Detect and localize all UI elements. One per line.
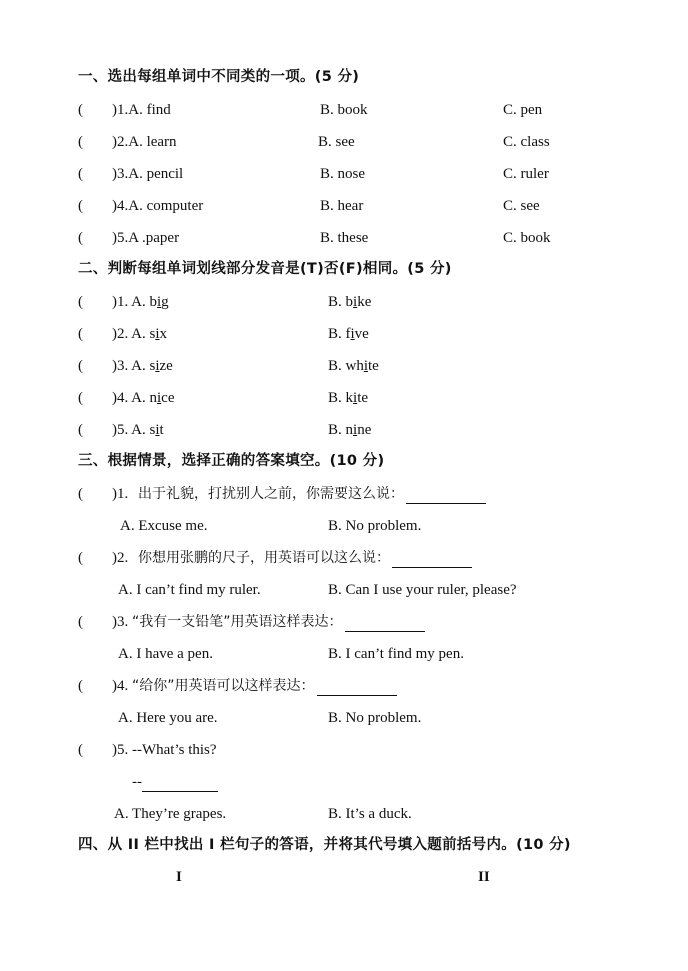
answer-line: --	[132, 772, 218, 792]
question-number: )1. A. big	[112, 294, 169, 310]
choice-b: B. No problem.	[328, 710, 422, 726]
section-2-title: 二、判断每组单词划线部分发音是(T)否(F)相同。(5 分)	[78, 261, 452, 277]
word-option-b: B. five	[328, 326, 369, 342]
question-text: 你想用张鹏的尺子，用英语可以这么说：	[138, 548, 472, 568]
column-header-ii: II	[478, 869, 490, 885]
word-option-b: B. bike	[328, 294, 372, 310]
word-option-b: B. white	[328, 358, 379, 374]
answer-paren[interactable]: (	[78, 678, 83, 694]
question-number: )2.	[112, 550, 129, 566]
question-option-a: )5.A .paper	[112, 230, 180, 246]
question-number: )3.	[112, 614, 129, 630]
question-number: )4. A. nice	[112, 390, 175, 406]
question-text: )5. --What’s this?	[112, 742, 217, 758]
question-text: “给你”用英语可以这样表达：	[132, 676, 397, 696]
answer-paren[interactable]: (	[78, 742, 83, 758]
choice-a: A. I have a pen.	[118, 646, 213, 662]
question-option-c: C. ruler	[503, 166, 549, 182]
answer-blank[interactable]	[406, 489, 486, 504]
question-option-b: B. hear	[320, 198, 364, 214]
question-option-c: C. see	[503, 198, 540, 214]
answer-paren[interactable]: (	[78, 230, 83, 246]
question-option-b: B. nose	[320, 166, 365, 182]
answer-paren[interactable]: (	[78, 614, 83, 630]
question-option-b: B. book	[320, 102, 368, 118]
answer-paren[interactable]: (	[78, 102, 83, 118]
question-option-a: )4.A. computer	[112, 198, 204, 214]
word-option-b: B. nine	[328, 422, 372, 438]
question-option-c: C. class	[503, 134, 550, 150]
answer-paren[interactable]: (	[78, 294, 83, 310]
choice-a: A. Excuse me.	[120, 518, 208, 534]
answer-paren[interactable]: (	[78, 550, 83, 566]
word-option-b: B. kite	[328, 390, 369, 406]
section-1-title: 一、选出每组单词中不同类的一项。(5 分)	[78, 69, 360, 85]
section-4-title: 四、从 II 栏中找出 I 栏句子的答语，并将其代号填入题前括号内。(10 分)	[78, 837, 571, 853]
question-option-a: )1.A. find	[112, 102, 171, 118]
answer-paren[interactable]: (	[78, 198, 83, 214]
choice-a: A. Here you are.	[118, 710, 218, 726]
question-option-b: B. these	[320, 230, 369, 246]
column-header-i: I	[176, 869, 182, 885]
answer-blank[interactable]	[317, 681, 397, 696]
answer-blank[interactable]	[345, 617, 425, 632]
question-number: )4.	[112, 678, 129, 694]
choice-a: A. I can’t find my ruler.	[118, 582, 261, 598]
choice-a: A. They’re grapes.	[114, 806, 227, 822]
choice-b: B. It’s a duck.	[328, 806, 412, 822]
question-number: )3. A. size	[112, 358, 173, 374]
answer-paren[interactable]: (	[78, 390, 83, 406]
question-option-c: C. pen	[503, 102, 543, 118]
question-option-c: C. book	[503, 230, 551, 246]
question-option-a: )2.A. learn	[112, 134, 177, 150]
answer-paren[interactable]: (	[78, 422, 83, 438]
answer-paren[interactable]: (	[78, 326, 83, 342]
question-option-b: B. see	[318, 134, 355, 150]
choice-b: B. I can’t find my pen.	[328, 646, 464, 662]
answer-paren[interactable]: (	[78, 134, 83, 150]
section-3-title: 三、根据情景，选择正确的答案填空。(10 分)	[78, 453, 385, 469]
question-number: )5. A. sit	[112, 422, 164, 438]
question-number: )1.	[112, 486, 129, 502]
question-option-a: )3.A. pencil	[112, 166, 184, 182]
choice-b: B. Can I use your ruler, please?	[328, 582, 517, 598]
question-number: )2. A. six	[112, 326, 168, 342]
answer-paren[interactable]: (	[78, 358, 83, 374]
question-text: “我有一支铅笔”用英语这样表达：	[132, 612, 425, 632]
choice-b: B. No problem.	[328, 518, 422, 534]
answer-paren[interactable]: (	[78, 486, 83, 502]
question-text: 出于礼貌，打扰别人之前，你需要这么说：	[138, 484, 486, 504]
answer-blank[interactable]	[392, 553, 472, 568]
answer-paren[interactable]: (	[78, 166, 83, 182]
answer-blank[interactable]	[142, 777, 218, 792]
